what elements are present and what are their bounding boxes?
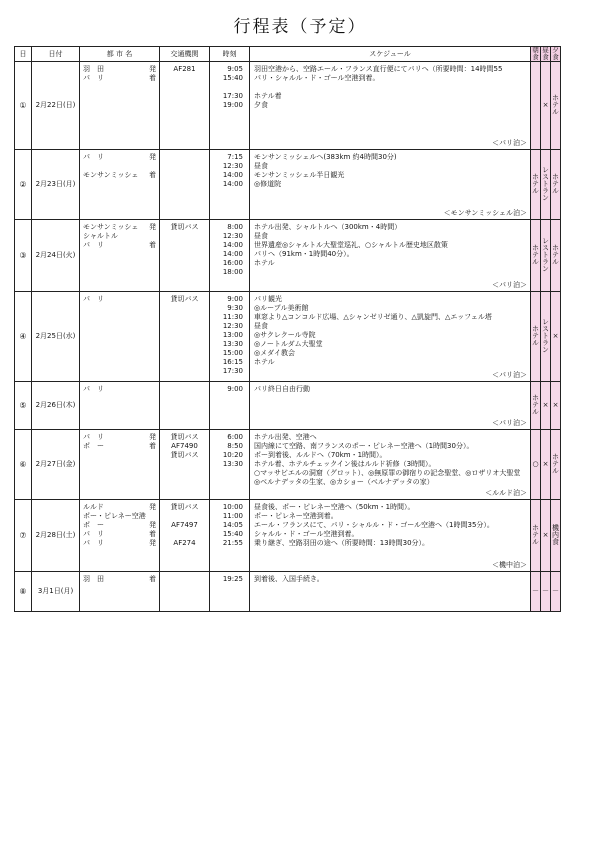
time-item: 15:00 xyxy=(222,349,243,357)
city-name: ルルド xyxy=(83,503,104,511)
meal-value: ホテル xyxy=(551,243,560,265)
city-name: パ リ xyxy=(83,433,104,441)
time-item: 14:00 xyxy=(222,250,243,258)
time-item: 14:00 xyxy=(222,171,243,179)
time-item: 8:50 xyxy=(227,442,243,450)
schedule-line: 国内線にて空路、南フランスのポー・ピレネー空港へ（1時間30分）。 xyxy=(254,442,474,450)
city-line xyxy=(80,433,159,442)
schedule-line: モンサンミッシェルへ(383km 約4時間30分) xyxy=(254,153,397,161)
meal-value: ホテル xyxy=(531,324,540,346)
schedule-line: パリへ（91km・1時間40分）。 xyxy=(254,250,354,258)
schedule-cell xyxy=(250,572,531,612)
city-action: 着 xyxy=(149,442,156,450)
schedule-line: 昼食 xyxy=(254,162,268,170)
city-line xyxy=(80,162,159,171)
meal-value: × xyxy=(552,401,559,409)
date-cell: 2月28日(土) xyxy=(32,500,80,572)
overnight-stay: ＜モンサンミッシェル泊＞ xyxy=(443,209,527,217)
city-line xyxy=(80,539,159,548)
meal-value: × xyxy=(552,332,559,340)
transport-item: 貸切バス xyxy=(170,451,199,459)
schedule-cell xyxy=(250,430,531,500)
city-action: 着 xyxy=(149,74,156,82)
schedule-line: ポー到着後、ルルドへ（70km・1時間）。 xyxy=(254,451,387,459)
city-line xyxy=(80,530,159,539)
overnight-stay: ＜パリ泊＞ xyxy=(492,139,527,147)
lunch-cell xyxy=(541,430,551,500)
meal-value: × xyxy=(542,531,549,539)
time-cell xyxy=(210,382,250,430)
time-item: 14:00 xyxy=(222,180,243,188)
date-cell: 2月27日(金) xyxy=(32,430,80,500)
city-line xyxy=(80,442,159,451)
dinner-cell xyxy=(551,62,561,150)
time-item: 11:00 xyxy=(222,512,243,520)
meal-value: ホテル xyxy=(531,523,540,545)
schedule-line: ◎ルーブル美術館 xyxy=(254,304,309,312)
city-line xyxy=(80,153,159,162)
time-item: 13:30 xyxy=(222,460,243,468)
overnight-stay: ＜パリ泊＞ xyxy=(492,371,527,379)
time-item: 12:30 xyxy=(222,162,243,170)
dinner-cell xyxy=(551,292,561,382)
breakfast-cell xyxy=(531,572,541,612)
schedule-line: ○マッサビエルの洞窟（グロット）、◎無原罪の御宿りの記念聖堂、◎ロザリオ大聖堂 xyxy=(254,469,521,477)
time-item: 9:00 xyxy=(227,295,243,303)
header-time: 時刻 xyxy=(210,47,250,62)
transport-cell xyxy=(160,572,210,612)
schedule-line: 昼食 xyxy=(254,232,268,240)
schedule-cell xyxy=(250,220,531,292)
schedule-line: 乗り継ぎ、空路羽田の途へ（所要時間：13時間30分）。 xyxy=(254,539,430,547)
date-cell: 2月25日(水) xyxy=(32,292,80,382)
schedule-line: 昼食後、ポー・ピレネー空港へ（50km・1時間）。 xyxy=(254,503,415,511)
transport-cell xyxy=(160,62,210,150)
city-action: 発 xyxy=(149,153,156,161)
overnight-stay: ＜パリ泊＞ xyxy=(492,281,527,289)
breakfast-cell xyxy=(531,150,541,220)
header-lunch: 昼食 xyxy=(542,46,549,61)
time-cell xyxy=(210,292,250,382)
city-action: 発 xyxy=(149,65,156,73)
day-number: ① xyxy=(15,62,32,150)
schedule-line: ◎サクレクール寺院 xyxy=(254,331,316,339)
schedule-line: シャルル・ド・ゴール空港到着。 xyxy=(254,530,359,538)
schedule-line: ◎ベルナデッタの生家、◎カショー（ベルナデッタの家） xyxy=(254,478,434,486)
meal-value: レストラン xyxy=(541,236,550,272)
time-item: 15:40 xyxy=(222,530,243,538)
schedule-cell xyxy=(250,62,531,150)
schedule-line: ホテル xyxy=(254,358,275,366)
city-name: モンサンミッシェ xyxy=(83,223,139,231)
city-name: パ リ xyxy=(83,385,104,393)
date-cell: 2月26日(木) xyxy=(32,382,80,430)
time-cell xyxy=(210,572,250,612)
schedule-line: パリ観光 xyxy=(254,295,282,303)
schedule-line: ホテル着 xyxy=(254,92,282,100)
transport-item: AF281 xyxy=(173,65,196,73)
city-cell xyxy=(80,382,160,430)
time-item: 7:15 xyxy=(227,153,243,161)
transport-cell xyxy=(160,150,210,220)
table-row xyxy=(15,382,561,430)
schedule-line: パリ終日自由行動 xyxy=(254,385,310,393)
city-line xyxy=(80,512,159,521)
city-line xyxy=(80,171,159,180)
city-line xyxy=(80,65,159,74)
city-action: 着 xyxy=(149,171,156,179)
meal-value: ○ xyxy=(532,460,539,468)
overnight-stay: ＜パリ泊＞ xyxy=(492,419,527,427)
transport-cell xyxy=(160,500,210,572)
city-name: 羽 田 xyxy=(83,65,104,73)
time-item: 17:30 xyxy=(222,92,243,100)
time-item: 9:30 xyxy=(227,304,243,312)
day-number: ⑧ xyxy=(15,572,32,612)
time-item: 13:00 xyxy=(222,331,243,339)
time-cell xyxy=(210,150,250,220)
transport-item: 貸切バス xyxy=(170,295,199,303)
header-schedule: スケジュール xyxy=(250,47,531,62)
time-cell xyxy=(210,220,250,292)
city-action: 発 xyxy=(149,433,156,441)
header-breakfast: 朝食 xyxy=(532,46,539,61)
city-cell xyxy=(80,430,160,500)
transport-item xyxy=(160,530,209,539)
city-line xyxy=(80,503,159,512)
transport-item: 貸切バス xyxy=(170,223,199,231)
meal-value: － xyxy=(542,587,549,595)
city-name: パ リ xyxy=(83,530,104,538)
meal-value: ホテル xyxy=(551,93,560,115)
time-item: 12:30 xyxy=(222,232,243,240)
lunch-cell xyxy=(541,382,551,430)
table-row xyxy=(15,292,561,382)
breakfast-cell xyxy=(531,382,541,430)
transport-item: 貸切バス xyxy=(170,433,199,441)
schedule-line: ホテル出発、シャルトルへ（300km・4時間） xyxy=(254,223,402,231)
dinner-cell xyxy=(551,220,561,292)
schedule-line: ポー・ピレネー空港到着。 xyxy=(254,512,338,520)
table-row xyxy=(15,572,561,612)
meal-value: ホテル xyxy=(531,172,540,194)
city-name: ポ ー xyxy=(83,521,104,529)
time-item: 10:20 xyxy=(222,451,243,459)
table-row xyxy=(15,500,561,572)
schedule-line: ◎修道院 xyxy=(254,180,282,188)
city-cell xyxy=(80,220,160,292)
city-action: 着 xyxy=(149,575,156,583)
time-item: 15:40 xyxy=(222,74,243,82)
city-action: 着 xyxy=(149,530,156,538)
time-item: 14:05 xyxy=(222,521,243,529)
breakfast-cell xyxy=(531,62,541,150)
schedule-cell xyxy=(250,150,531,220)
meal-value: ホテル xyxy=(531,393,540,415)
time-item: 16:00 xyxy=(222,259,243,267)
meal-value: × xyxy=(542,401,549,409)
time-item: 12:30 xyxy=(222,322,243,330)
time-cell xyxy=(210,430,250,500)
time-item xyxy=(210,83,243,92)
lunch-cell xyxy=(541,292,551,382)
time-item: 8:00 xyxy=(227,223,243,231)
meal-value: ホテル xyxy=(531,243,540,265)
schedule-line: 世界遺産◎シャルトル大聖堂巡礼、○シャルトル歴史地区散策 xyxy=(254,241,448,249)
time-item: 10:00 xyxy=(222,503,243,511)
city-name: ポー・ピレネー空港 xyxy=(83,512,146,520)
schedule-line: ホテル xyxy=(254,259,275,267)
meal-value: － xyxy=(532,587,539,595)
city-line xyxy=(80,385,159,394)
schedule-line: 昼食 xyxy=(254,322,268,330)
meal-value: レストラン xyxy=(541,317,550,353)
breakfast-cell xyxy=(531,500,541,572)
meal-value: × xyxy=(542,460,549,468)
schedule-line xyxy=(254,83,530,92)
city-name: 羽 田 xyxy=(83,575,104,583)
transport-item: AF7497 xyxy=(171,521,198,529)
transport-item: 貸切バス xyxy=(170,503,199,511)
time-item: 14:00 xyxy=(222,241,243,249)
meal-value: レストラン xyxy=(541,165,550,201)
header-row xyxy=(15,47,561,62)
schedule-line: モンサンミッシェル半日観光 xyxy=(254,171,345,179)
schedule-cell xyxy=(250,382,531,430)
day-number: ④ xyxy=(15,292,32,382)
time-item: 19:25 xyxy=(222,575,243,583)
schedule-line: ◎ノートルダム大聖堂 xyxy=(254,340,323,348)
city-line xyxy=(80,223,159,232)
day-number: ③ xyxy=(15,220,32,292)
dinner-cell xyxy=(551,430,561,500)
overnight-stay: ＜機中泊＞ xyxy=(492,561,527,569)
lunch-cell xyxy=(541,572,551,612)
time-item: 11:30 xyxy=(222,313,243,321)
city-line xyxy=(80,575,159,584)
city-name: モンサンミッシェ xyxy=(83,171,139,179)
city-name: パ リ xyxy=(83,74,104,82)
meal-value: × xyxy=(542,101,549,109)
meal-value: ホテル xyxy=(551,172,560,194)
itinerary-table xyxy=(14,46,561,612)
time-item: 17:30 xyxy=(222,367,243,375)
schedule-line: 車窓より△コンコルド広場、△シャンゼリゼ通り、△凱旋門、△エッフェル塔 xyxy=(254,313,492,321)
transport-cell xyxy=(160,220,210,292)
time-item: 18:00 xyxy=(222,268,243,276)
schedule-cell xyxy=(250,292,531,382)
schedule-line: 夕食 xyxy=(254,101,268,109)
schedule-cell xyxy=(250,500,531,572)
city-action: 着 xyxy=(149,241,156,249)
transport-cell xyxy=(160,292,210,382)
schedule-line: ◎メダイ教会 xyxy=(254,349,295,357)
transport-item xyxy=(160,512,209,521)
city-name: パ リ xyxy=(83,295,104,303)
city-line xyxy=(80,241,159,250)
city-action: 発 xyxy=(149,223,156,231)
schedule-line: パリ・シャルル・ド・ゴール空港到着。 xyxy=(254,74,380,82)
schedule-line: 到着後、入国手続き。 xyxy=(254,575,324,583)
table-row xyxy=(15,220,561,292)
transport-cell xyxy=(160,430,210,500)
city-cell xyxy=(80,62,160,150)
date-cell: 2月23日(月) xyxy=(32,150,80,220)
table-row xyxy=(15,62,561,150)
city-cell xyxy=(80,292,160,382)
transport-item: AF274 xyxy=(173,539,196,547)
meal-value: ホテル xyxy=(551,452,560,474)
date-cell: 3月1日(月) xyxy=(32,572,80,612)
date-cell: 2月22日(日) xyxy=(32,62,80,150)
time-item: 16:15 xyxy=(222,358,243,366)
city-name: パ リ xyxy=(83,539,104,547)
breakfast-cell xyxy=(531,430,541,500)
breakfast-cell xyxy=(531,292,541,382)
header-city: 都 市 名 xyxy=(80,47,160,62)
meal-value: 機内食 xyxy=(551,523,560,545)
overnight-stay: ＜ルルド泊＞ xyxy=(485,489,527,497)
time-cell xyxy=(210,500,250,572)
city-line xyxy=(80,521,159,530)
city-name: パ リ xyxy=(83,241,104,249)
city-cell xyxy=(80,572,160,612)
city-name: シャルトル xyxy=(83,232,118,240)
lunch-cell xyxy=(541,150,551,220)
city-cell xyxy=(80,500,160,572)
dinner-cell xyxy=(551,500,561,572)
city-name: パ リ xyxy=(83,153,104,161)
day-number: ⑥ xyxy=(15,430,32,500)
header-day: 日 xyxy=(15,47,32,62)
lunch-cell xyxy=(541,220,551,292)
city-action: 発 xyxy=(149,503,156,511)
meal-value: － xyxy=(552,587,559,595)
table-row xyxy=(15,150,561,220)
time-item: 19:00 xyxy=(222,101,243,109)
time-cell xyxy=(210,62,250,150)
city-cell xyxy=(80,150,160,220)
time-item: 6:00 xyxy=(227,433,243,441)
city-name: ポ ー xyxy=(83,442,104,450)
schedule-line: ホテル着、ホテルチェックイン後はルルド祈修（3時間）。 xyxy=(254,460,436,468)
table-row xyxy=(15,430,561,500)
header-transport: 交通機関 xyxy=(160,47,210,62)
schedule-line: エール・フランスにて、パリ・シャルル・ド・ゴール空港へ（1時間35分）。 xyxy=(254,521,494,529)
dinner-cell xyxy=(551,150,561,220)
time-item: 9:00 xyxy=(227,385,243,393)
city-action: 発 xyxy=(149,521,156,529)
day-number: ⑦ xyxy=(15,500,32,572)
page-title: 行程表（予定） xyxy=(233,17,367,37)
city-line xyxy=(80,232,159,241)
city-line xyxy=(80,74,159,83)
time-item: 13:30 xyxy=(222,340,243,348)
city-line xyxy=(80,295,159,304)
date-cell: 2月24日(火) xyxy=(32,220,80,292)
schedule-line: ホテル出発、空港へ xyxy=(254,433,317,441)
city-action: 発 xyxy=(149,539,156,547)
header-dinner: 夕食 xyxy=(552,46,559,61)
transport-cell xyxy=(160,382,210,430)
lunch-cell xyxy=(541,500,551,572)
breakfast-cell xyxy=(531,220,541,292)
transport-item: AF7490 xyxy=(171,442,198,450)
time-item: 9:05 xyxy=(227,65,243,73)
dinner-cell xyxy=(551,572,561,612)
lunch-cell xyxy=(541,62,551,150)
day-number: ② xyxy=(15,150,32,220)
header-date: 日付 xyxy=(32,47,80,62)
time-item: 21:55 xyxy=(222,539,243,547)
dinner-cell xyxy=(551,382,561,430)
schedule-line: 羽田空港から、空路エール・フランス直行便にてパリへ（所要時間：14時間55 xyxy=(254,65,503,73)
day-number: ⑤ xyxy=(15,382,32,430)
